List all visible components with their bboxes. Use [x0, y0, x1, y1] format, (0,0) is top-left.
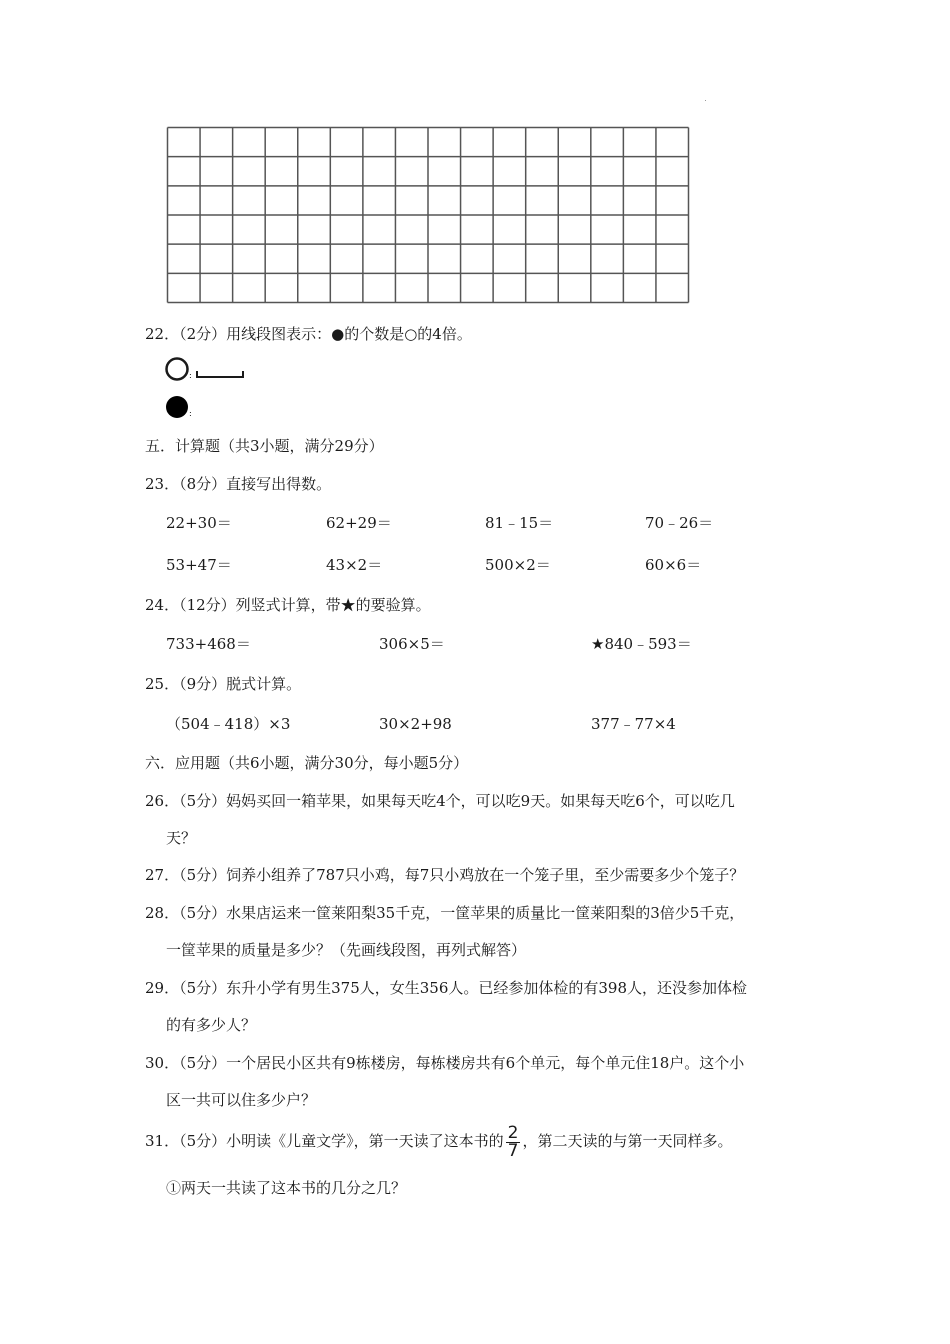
section5-heading: 五．计算题（共3小题，满分29分）: [145, 437, 384, 455]
q23-r2-a: 53+47＝: [166, 556, 232, 574]
q22-solid-row: [164, 394, 204, 422]
q29-line1: 29．（5分）东升小学有男生375人，女生356人。已经参加体检的有398人，还没参加体检: [145, 979, 748, 997]
section6-heading: 六．应用题（共6小题，满分30分，每小题5分）: [145, 754, 469, 772]
q22-text: 22．（2分）用线段图表示：●的个数是○的4倍。: [145, 325, 472, 343]
q22-solid-colon: :: [189, 409, 192, 418]
q23-r1-d: 70﹣26＝: [645, 514, 714, 532]
q29-line2: 的有多少人？: [166, 1016, 257, 1034]
scan-speck: [705, 100, 706, 101]
q28-line2: 一筐苹果的质量是多少？（先画线段图，再列式解答）: [166, 941, 527, 959]
q23-r1-b: 62+29＝: [326, 514, 392, 532]
q24-item-2: 306×5＝: [379, 635, 445, 653]
q23-r2-d: 60×6＝: [645, 556, 702, 574]
q26-line1: 26．（5分）妈妈买回一箱苹果，如果每天吃4个，可以吃9天。如果每天吃6个，可以吃几: [145, 792, 735, 810]
q24-text: 24．（12分）列竖式计算，带★的要验算。: [145, 596, 431, 614]
q23-r2-c: 500×2＝: [485, 556, 551, 574]
q31-after: ，第二天读的与第一天同样多。: [522, 1132, 733, 1150]
q26-line2: 天？: [166, 829, 197, 847]
square-grid: [166, 126, 690, 304]
q24-item-1: 733+468＝: [166, 635, 251, 653]
q28-line1: 28．（5分）水果店运来一筐莱阳梨35千克，一筐苹果的质量比一筐莱阳梨的3倍少5千克，: [145, 904, 745, 922]
q31-line: [145, 1122, 732, 1160]
q31-sub1: ①两天一共读了这本书的几分之几？: [166, 1179, 407, 1197]
q30-line1: 30．（5分）一个居民小区共有9栋楼房，每栋楼房共有6个单元，每个单元住18户。这个小: [145, 1054, 745, 1072]
q23-r1-c: 81﹣15＝: [485, 514, 554, 532]
q31-frac-num: 2: [507, 1122, 519, 1143]
q27-text: 27．（5分）饲养小组养了787只小鸡，每7只小鸡放在一个笼子里，至少需要多少个笼子？: [145, 866, 745, 884]
q25-item-1: （504﹣418）×3: [166, 715, 291, 733]
q23-r2-b: 43×2＝: [326, 556, 383, 574]
q31-fraction: [506, 1122, 521, 1161]
hollow-circle-icon: [167, 359, 188, 380]
q23-r1-a: 22+30＝: [166, 514, 232, 532]
q25-item-3: 377﹣77×4: [591, 715, 676, 733]
q22-hollow-row: [164, 356, 248, 384]
q25-item-2: 30×2+98: [379, 715, 452, 733]
segment-bar: [197, 371, 243, 377]
q22-hollow-colon: :: [189, 371, 192, 380]
q25-text: 25．（9分）脱式计算。: [145, 675, 302, 693]
q31-frac-den: 7: [507, 1140, 519, 1161]
q23-text: 23．（8分）直接写出得数。: [145, 475, 332, 493]
q31-before: 31．（5分）小明读《儿童文学》，第一天读了这本书的: [145, 1132, 504, 1150]
solid-circle-icon: [166, 396, 188, 418]
q24-item-3: ★840﹣593＝: [591, 635, 692, 653]
q30-line2: 区一共可以住多少户？: [166, 1091, 317, 1109]
